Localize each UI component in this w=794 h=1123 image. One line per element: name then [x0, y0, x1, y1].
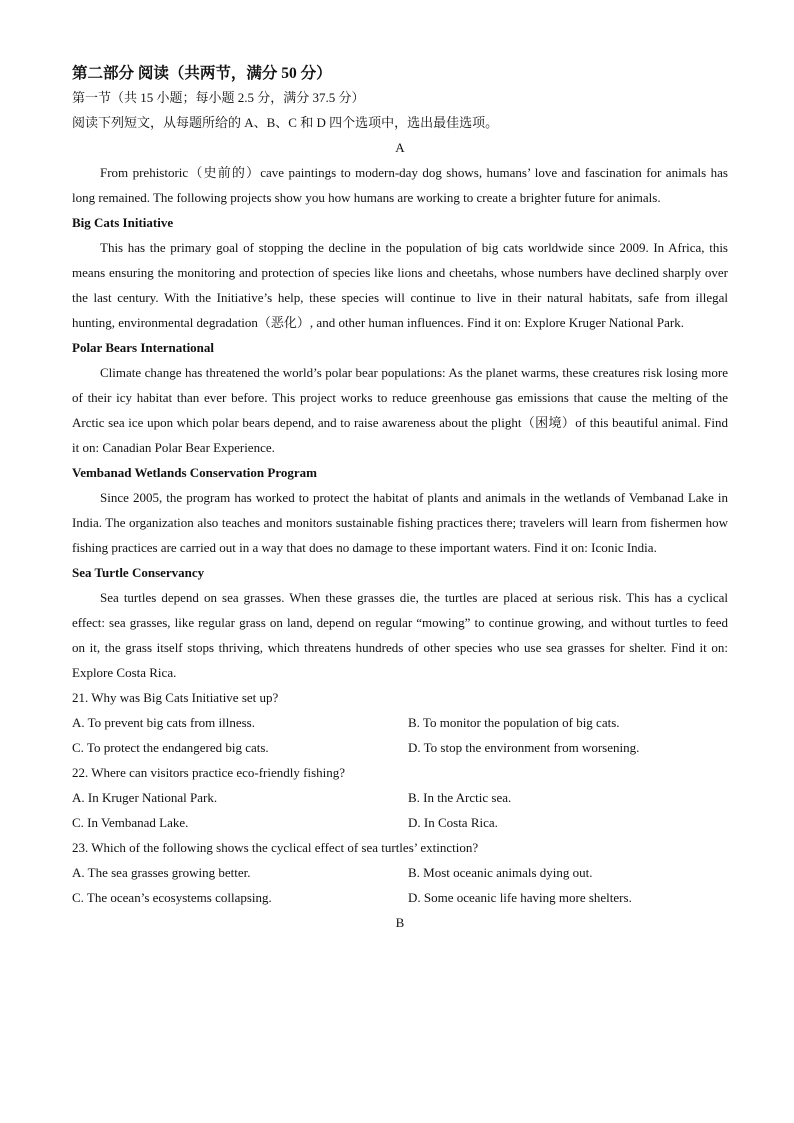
question-21-option-c[interactable]: C. To protect the endangered big cats.: [72, 740, 269, 755]
exam-page: [72, 63, 728, 935]
section-heading-big-cats: Big Cats Initiative: [72, 215, 174, 230]
question-21-stem: 21. Why was Big Cats Initiative set up?: [72, 690, 279, 705]
part-title: 第二部分 阅读（共两节，满分 50 分）: [72, 65, 332, 82]
question-21-options: [72, 710, 728, 760]
passage-a-intro: From prehistoric（史前的）cave paintings to modern-day dog shows, humans’ love and fascination for animals has long remained. The following projects show you how humans are working to create a brighter future for animals.: [72, 165, 728, 205]
question-21-option-a[interactable]: A. To prevent big cats from illness.: [72, 715, 255, 730]
question-22-option-d[interactable]: D. In Costa Rica.: [408, 815, 498, 830]
question-23-option-d[interactable]: D. Some oceanic life having more shelters.: [408, 890, 632, 905]
question-21-option-d[interactable]: D. To stop the environment from worsening.: [408, 740, 640, 755]
passage-a-label: A: [395, 140, 405, 155]
section-heading-vembanad: Vembanad Wetlands Conservation Program: [72, 465, 317, 480]
section-heading-polar-bears: Polar Bears International: [72, 340, 215, 355]
section-heading-sea-turtle: Sea Turtle Conservancy: [72, 565, 205, 580]
question-22-option-c[interactable]: C. In Vembanad Lake.: [72, 815, 189, 830]
question-22-option-b[interactable]: B. In the Arctic sea.: [408, 790, 512, 805]
question-22-option-a[interactable]: A. In Kruger National Park.: [72, 790, 218, 805]
question-22-stem: 22. Where can visitors practice eco-friendly fishing?: [72, 765, 346, 780]
instruction: 阅读下列短文，从每题所给的 A、B、C 和 D 四个选项中，选出最佳选项。: [72, 115, 499, 130]
question-23-stem: 23. Which of the following shows the cyclical effect of sea turtles’ extinction?: [72, 840, 479, 855]
question-23-option-b[interactable]: B. Most oceanic animals dying out.: [408, 865, 593, 880]
passage-b-label: B: [395, 915, 405, 930]
section-text-big-cats: This has the primary goal of stopping the decline in the population of big cats worldwide since 2009. In Africa, this means ensuring the monitoring and protection of species like lions and cheetahs, whose numbers have declined sharply over the last century. With the Initiative’s help, these species will continue to live in their natural habitats, safe from illegal hunting, environmental degradation（恶化）, and other human influences. Find it on: Explore Kruger National Park.: [72, 240, 728, 330]
section-text-vembanad: Since 2005, the program has worked to protect the habitat of plants and animals in the wetlands of Vembanad Lake in India. The organization also teaches and monitors sustainable fishing practices there; travelers will learn from fishermen how fishing practices are carried out in a way that does no damage to these important waters. Find it on: Iconic India.: [72, 490, 728, 555]
question-23-option-c[interactable]: C. The ocean’s ecosystems collapsing.: [72, 890, 272, 905]
question-23-options: [72, 860, 728, 910]
question-22-options: [72, 785, 728, 835]
question-21-option-b[interactable]: B. To monitor the population of big cats.: [408, 715, 620, 730]
section-text-polar-bears: Climate change has threatened the world’s polar bear populations: As the planet warms, these creatures risk losing more of their icy habitat than ever before. This project works to reduce greenhouse gas emissions that cause the melting of the Arctic sea ice upon which polar bears depend, and to raise awareness about the plight（困境）of this beautiful animal. Find it on: Canadian Polar Bear Experience.: [72, 365, 728, 455]
section-text-sea-turtle: Sea turtles depend on sea grasses. When these grasses die, the turtles are placed at serious risk. This has a cyclical effect: sea grasses, like regular grass on land, depend on regular “mowing” to continue growing, and without turtles to feed on it, the grass itself stops thriving, which threatens hundreds of other species who use sea grasses for shelter. Find it on: Explore Costa Rica.: [72, 590, 728, 680]
question-23-option-a[interactable]: A. The sea grasses growing better.: [72, 865, 251, 880]
section-line: 第一节（共 15 小题；每小题 2.5 分，满分 37.5 分）: [72, 90, 365, 105]
